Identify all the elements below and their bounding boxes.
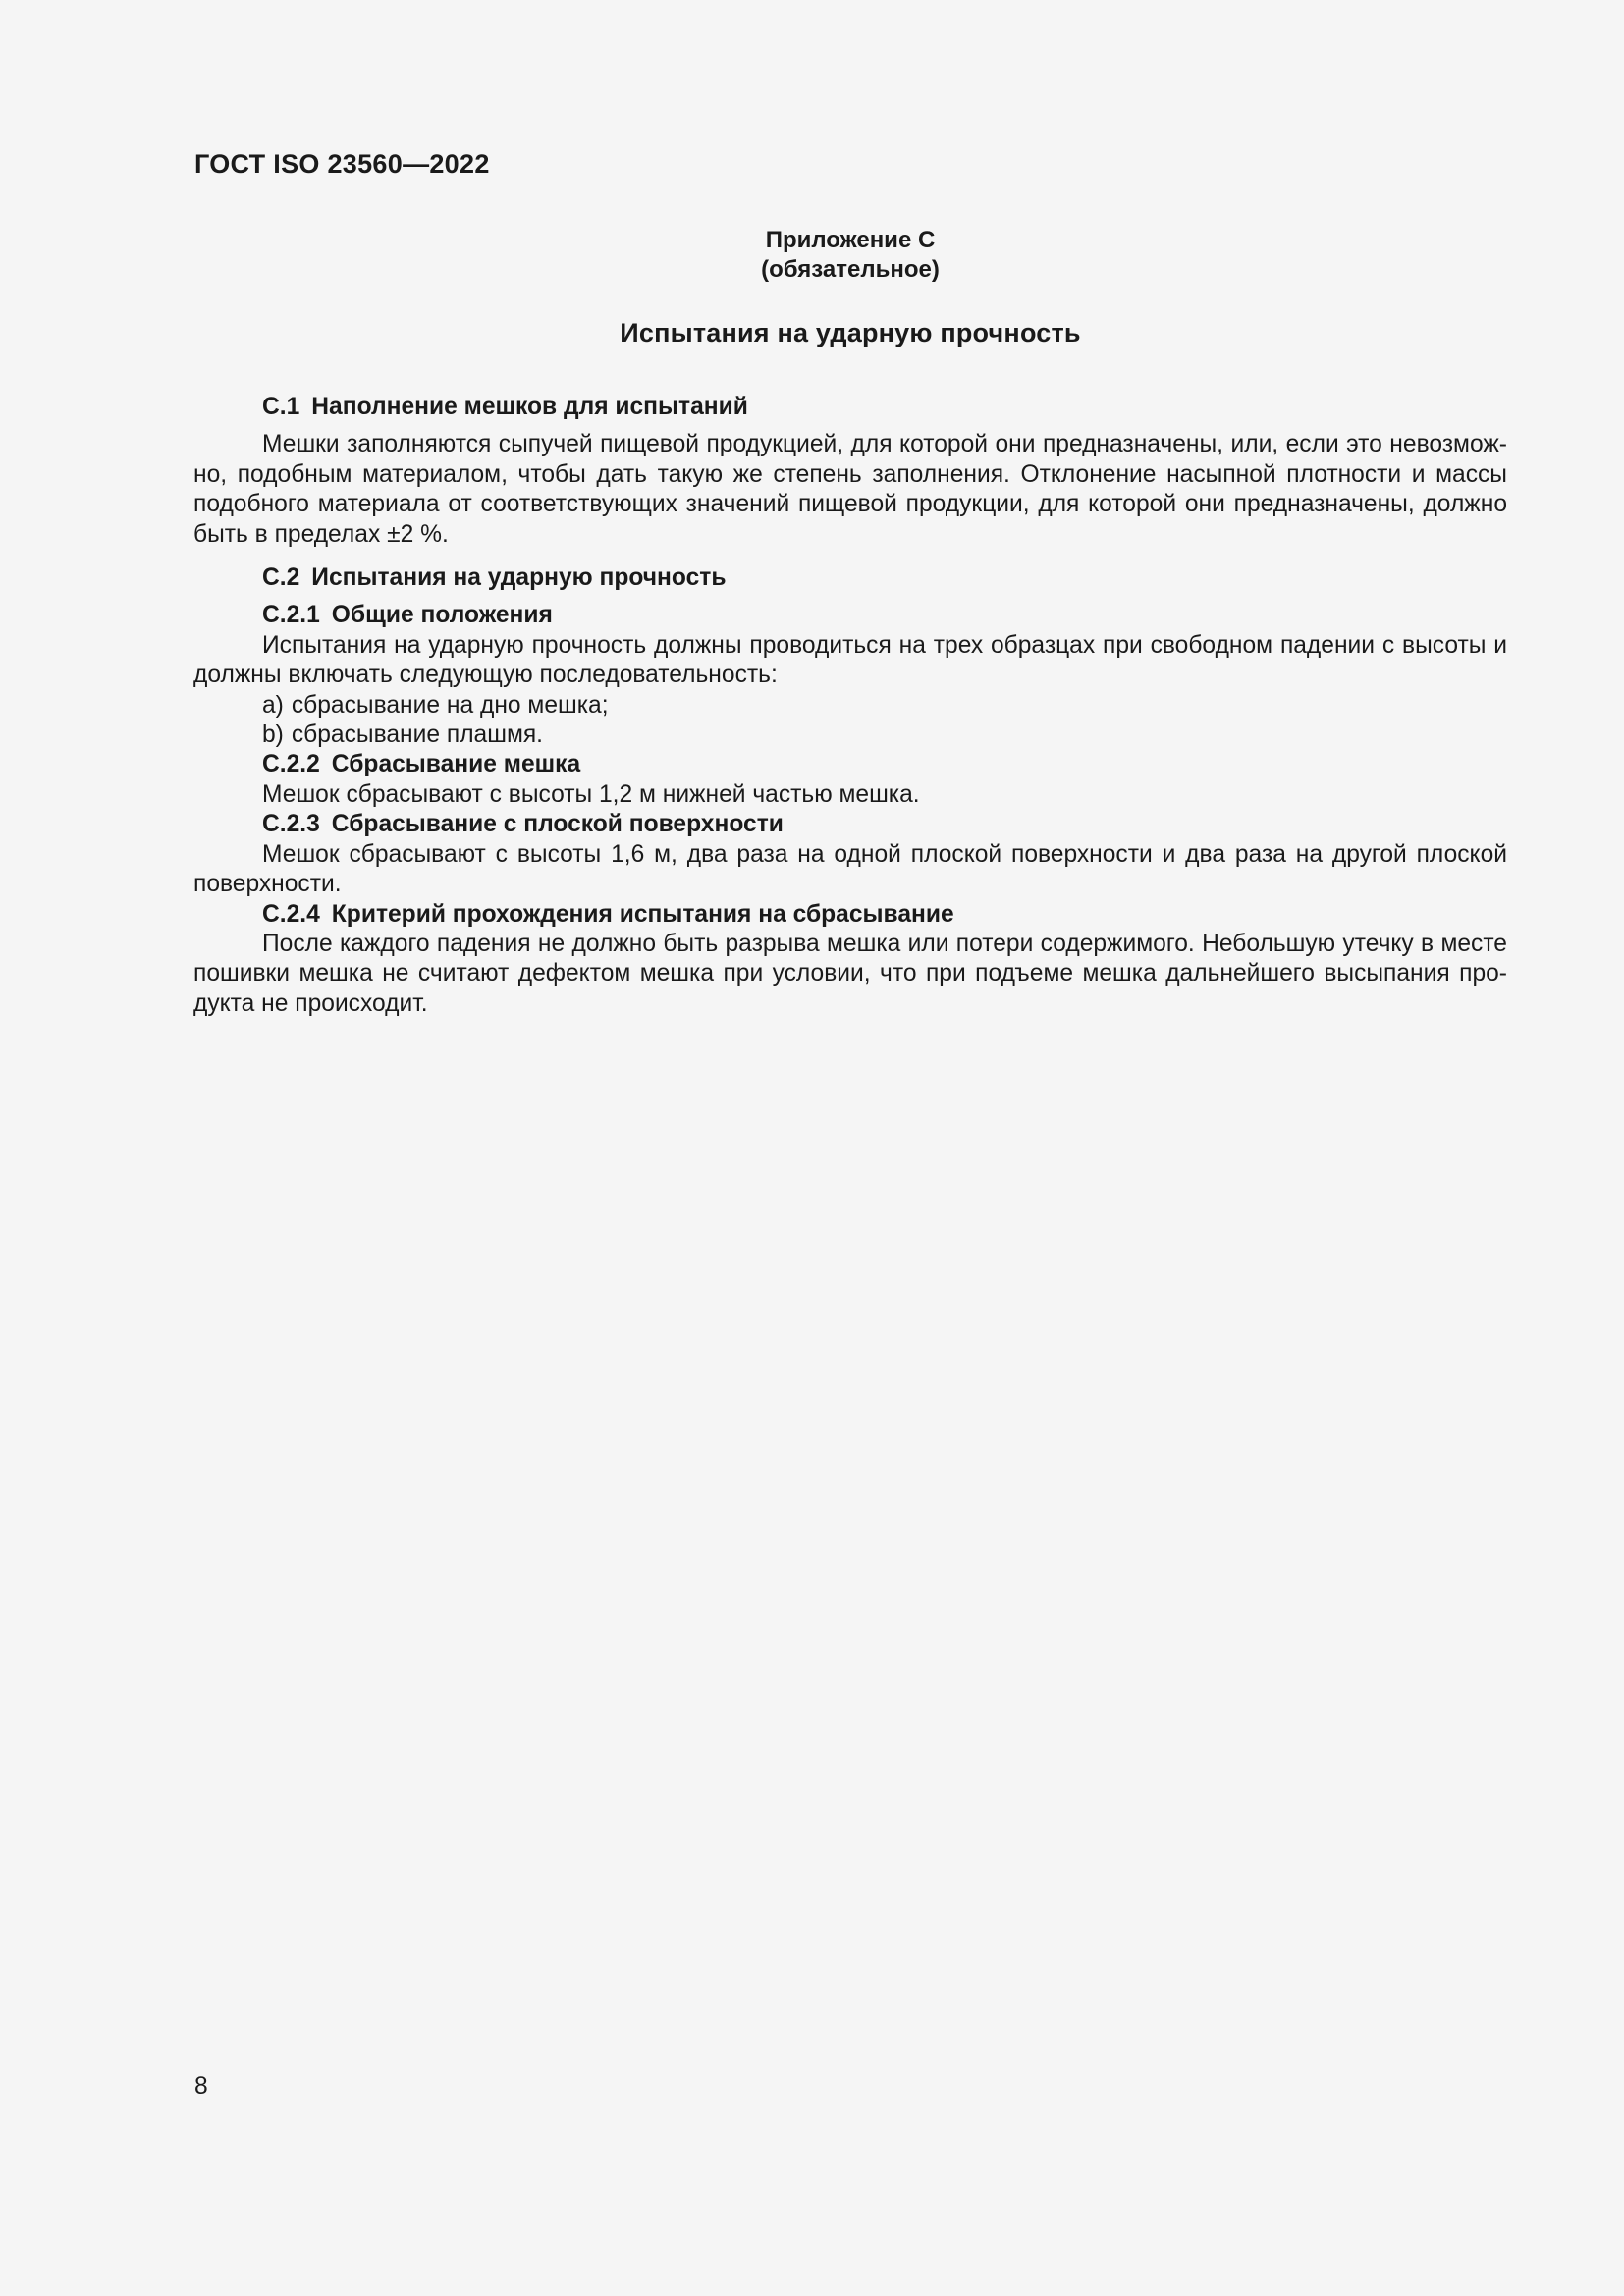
section-paragraph-c24: После каждого падения не должно быть разрыва мешка или потери содержимого. Небольшую утечку в месте пошивки мешка не считают дефектом мешка при условии, что при подъеме мешка дальнейшего высыпания про-дукта не происходит. <box>193 930 1507 1017</box>
section-title: Сбрасывание мешка <box>331 751 581 778</box>
document-body <box>193 393 1507 1019</box>
section-heading-c2 <box>193 563 1507 593</box>
page-number: 8 <box>194 2073 208 2100</box>
section-paragraph-c22: Мешок сбрасывают с высоты 1,2 м нижней частью мешка. <box>262 780 920 808</box>
list-item <box>193 721 1507 750</box>
list-item-text: сбрасывание плашмя. <box>291 721 544 749</box>
section-heading-c21 <box>193 601 1507 630</box>
annex-title: Приложение С <box>765 227 936 253</box>
section-title: Наполнение мешков для испытаний <box>311 394 748 420</box>
section-number: С.2 <box>262 564 300 592</box>
document-code: ГОСТ ISO 23560—2022 <box>194 149 490 179</box>
list-item <box>193 691 1507 721</box>
section-paragraph-c1: Мешки заполняются сыпучей пищевой продукцией, для которой они предназначены, или, если это невозмож-но, подобным материалом, чтобы дать такую же степень заполнения. Отклонение насыпной плотности и массы подобного материала от соответствующих значений пищевой продукции, для которой они предназначены, должно быть в пределах ±2 %. <box>193 431 1507 548</box>
section-title: Испытания на ударную прочность <box>311 564 727 592</box>
list-item-text: сбрасывание на дно мешка; <box>291 691 609 719</box>
section-title: Критерий прохождения испытания на сбрасывание <box>331 900 954 928</box>
list-item-label: b) <box>262 721 284 749</box>
section-heading-c23 <box>193 810 1507 839</box>
annex-heading: Испытания на ударную прочность <box>620 318 1081 347</box>
section-number: С.2.3 <box>262 811 320 838</box>
section-title: Сбрасывание с плоской поверхности <box>331 811 784 838</box>
section-number: С.2.2 <box>262 751 320 778</box>
list-item-label: a) <box>262 691 284 719</box>
section-heading-c24 <box>193 900 1507 930</box>
section-paragraph-c23: Мешок сбрасывают с высоты 1,6 м, два раза на одной плоской поверхности и два раза на другой плоской поверхности. <box>193 840 1507 898</box>
section-number: С.2.4 <box>262 900 320 928</box>
annex-status: (обязательное) <box>761 256 940 283</box>
section-paragraph-c21: Испытания на ударную прочность должны проводиться на трех образцах при свободном падении с высоты и должны включать следующую последовательность: <box>193 631 1507 689</box>
section-title: Общие положения <box>331 602 553 629</box>
section-heading-c22 <box>193 750 1507 779</box>
section-heading-c1 <box>193 393 1507 422</box>
section-number: С.1 <box>262 394 300 420</box>
section-number: С.2.1 <box>262 602 320 629</box>
